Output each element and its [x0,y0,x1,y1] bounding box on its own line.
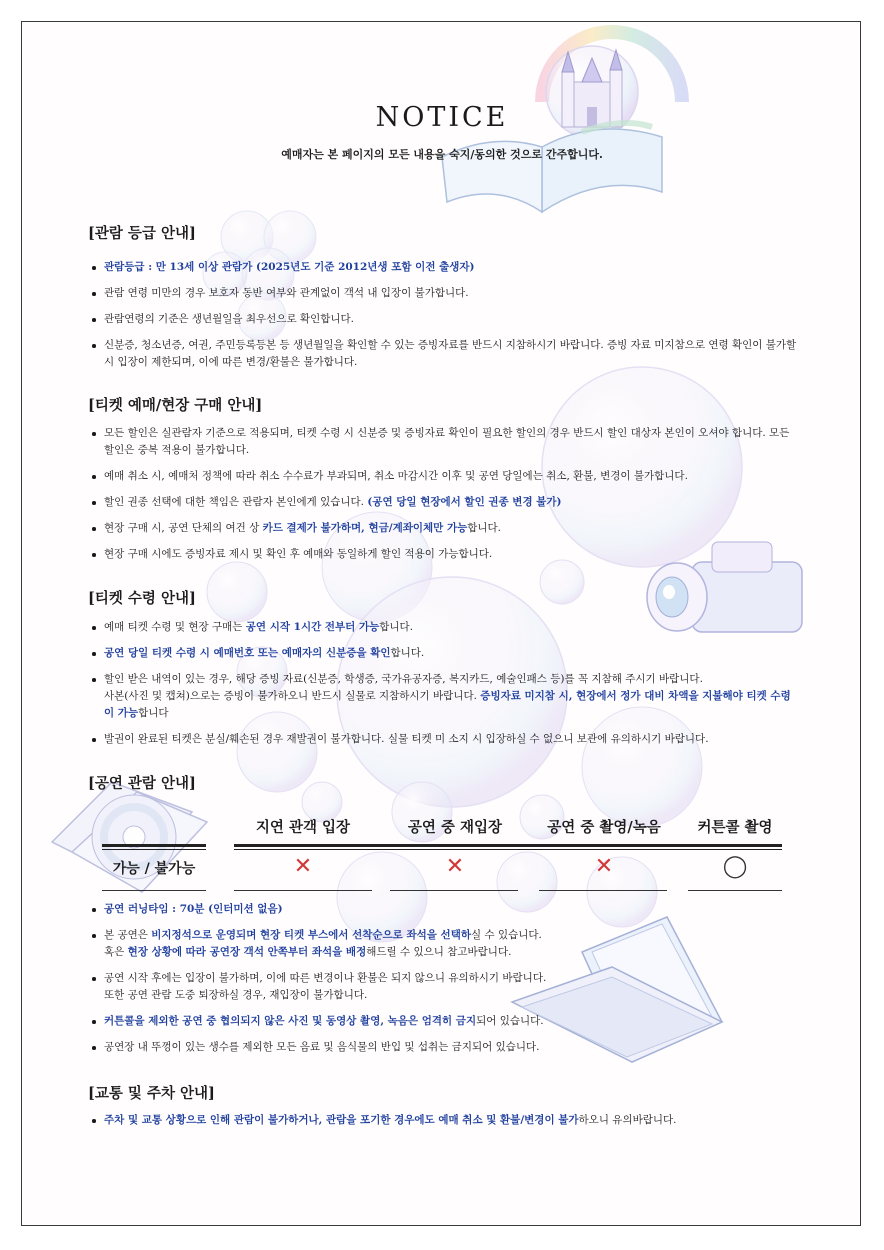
section-heading-ticket-purchase: [티켓 예매/현장 구매 안내] [88,397,263,414]
text-segment: 해드릴 수 있으니 참고바랍니다. [366,946,512,958]
notice-page [21,21,861,1226]
text-segment: 하오니 유의바랍니다. [578,1114,677,1126]
section-heading-transport: [교통 및 주차 안내] [88,1085,215,1102]
highlight-text: 공연 시작 1시간 전부터 가능 [245,621,380,633]
table-header-reentry: 공연 중 재입장 [407,819,503,836]
highlight-text: 증빙자료 미지참 시, 현장에서 정가 대비 차액을 지불해야 티켓 수령이 가능 [104,690,791,719]
ticket-purchase-list [88,425,798,572]
text-segment: 할인 받은 내역이 있는 경우, 해당 증빙 자료(신분증, 학생증, 국가유공자증, 복지카드, 예술인패스 등)를 꼭 지참해 주시기 바랍니다. [104,673,703,685]
highlight-text: 비지정석으로 운영되며 현장 티켓 부스에서 선착순으로 좌석을 선택하 [151,929,471,941]
text-segment: 합니다 [138,707,169,719]
text-segment: 사본(사진 및 캡쳐)으로는 증빙이 불가하오니 반드시 실물로 지참하시기 바랍니다. [104,690,481,702]
page-subtitle: 예매자는 본 페이지의 모든 내용을 숙지/동의한 것으로 간주합니다. [281,148,603,161]
highlight-text: 현장 상황에 따라 공연장 객석 안쪽부터 좌석을 배정 [127,946,367,958]
highlight-text: 카드 결제가 불가하며, 현금/계좌이체만 가능 [262,522,468,534]
not-allowed-mark: ✕ [445,854,465,879]
text-segment: 현장 구매 시, 공연 단체의 여건 상 [104,522,263,534]
list-item: 공연 러닝타임 : 70분 (인터미션 없음) [88,901,798,918]
list-item [88,619,798,636]
viewing-rules-table [102,808,782,898]
text-segment: 합니다. [467,522,502,534]
list-item [88,645,798,662]
text-segment: 합니다. [390,647,425,659]
page-title: NOTICE [375,102,509,133]
list-item: 관람등급 : 만 13세 이상 관람가 (2025년도 기준 2012년생 포함 이전 출생자) [88,259,798,276]
section-heading-ticket-pickup: [티켓 수령 안내] [88,590,196,607]
allowed-mark: ◯ [722,854,748,879]
list-item [88,494,798,511]
viewing-list [88,901,798,1065]
text-segment: 공연 시작 후에는 입장이 불가하며, 이에 따른 변경이나 환불은 되지 않으니 유의하시기 바랍니다. [104,972,547,984]
text-segment: 실 수 있습니다. [471,929,542,941]
highlight-text: (공연 당일 현장에서 할인 권종 변경 불가) [367,496,562,508]
not-allowed-mark: ✕ [293,854,313,879]
transport-list [88,1112,798,1138]
section-heading-viewing: [공연 관람 안내] [88,775,196,792]
list-item [88,520,798,537]
list-item [88,1112,798,1129]
list-item [88,1013,798,1030]
text-segment: 예매 티켓 수령 및 현장 구매는 [104,621,246,633]
section-heading-rating: [관람 등급 안내] [88,225,196,242]
list-item: 모든 할인은 실관람자 기준으로 적용되며, 티켓 수령 시 신분증 및 증빙자료 확인이 필요한 할인의 경우 반드시 할인 대상자 본인이 오셔야 합니다. 모든 할인은 중복 적용이 불가합니다. [88,425,798,459]
list-item: 관람연령의 기준은 생년월일을 최우선으로 확인합니다. [88,311,798,328]
list-item [88,970,798,1004]
list-item: 공연장 내 뚜껑이 있는 생수를 제외한 모든 음료 및 음식물의 반입 및 섭취는 금지되어 있습니다. [88,1039,798,1056]
text-segment: 또한 공연 관람 도중 퇴장하실 경우, 재입장이 불가합니다. [104,989,368,1001]
table-header-curtaincall: 커튼콜 촬영 [697,819,773,836]
table-header-late-entry: 지연 관객 입장 [255,819,351,836]
text-segment: 혹은 [104,946,128,958]
table-row-label: 가능 / 불가능 [112,861,196,877]
list-item [88,671,798,722]
list-item: 발권이 완료된 티켓은 분실/훼손된 경우 재발권이 불가합니다. 실물 티켓 미 소지 시 입장하실 수 없으니 보관에 유의하시기 바랍니다. [88,731,798,748]
ticket-pickup-list [88,619,798,757]
text-segment: 할인 권종 선택에 대한 책임은 관람자 본인에게 있습니다. [104,496,364,508]
text-segment: 합니다. [379,621,414,633]
list-item: 관람 연령 미만의 경우 보호자 동반 여부와 관계없이 객석 내 입장이 불가합니다. [88,285,798,302]
list-item [88,927,798,961]
not-allowed-mark: ✕ [594,854,614,879]
highlight-text: 커튼콜을 제외한 공연 중 협의되지 않은 사진 및 동영상 촬영, 녹음은 엄격히 금지 [104,1015,477,1027]
text-segment: 되어 있습니다. [476,1015,544,1027]
text-segment: 본 공연은 [104,929,152,941]
list-item: 신분증, 청소년증, 여권, 주민등록등본 등 생년월일을 확인할 수 있는 증빙자료를 반드시 지참하시기 바랍니다. 증빙 자료 미지참으로 연령 확인이 불가할 시 입장이 제한되며, 이에 따른 변경/환불은 불가합니다. [88,337,798,371]
list-item: 현장 구매 시에도 증빙자료 제시 및 확인 후 예매와 동일하게 할인 적용이 가능합니다. [88,546,798,563]
list-item: 예매 취소 시, 예매처 정책에 따라 취소 수수료가 부과되며, 취소 마감시간 이후 및 공연 당일에는 취소, 환불, 변경이 불가합니다. [88,468,798,485]
table-header-recording: 공연 중 촬영/녹음 [547,819,661,836]
rating-list [88,259,798,380]
highlight-text: 주차 및 교통 상황으로 인해 관람이 불가하거나, 관람을 포기한 경우에도 예매 취소 및 환불/변경이 불가 [104,1114,579,1126]
highlight-text: 공연 당일 티켓 수령 시 예매번호 또는 예매자의 신분증을 확인 [104,647,391,659]
